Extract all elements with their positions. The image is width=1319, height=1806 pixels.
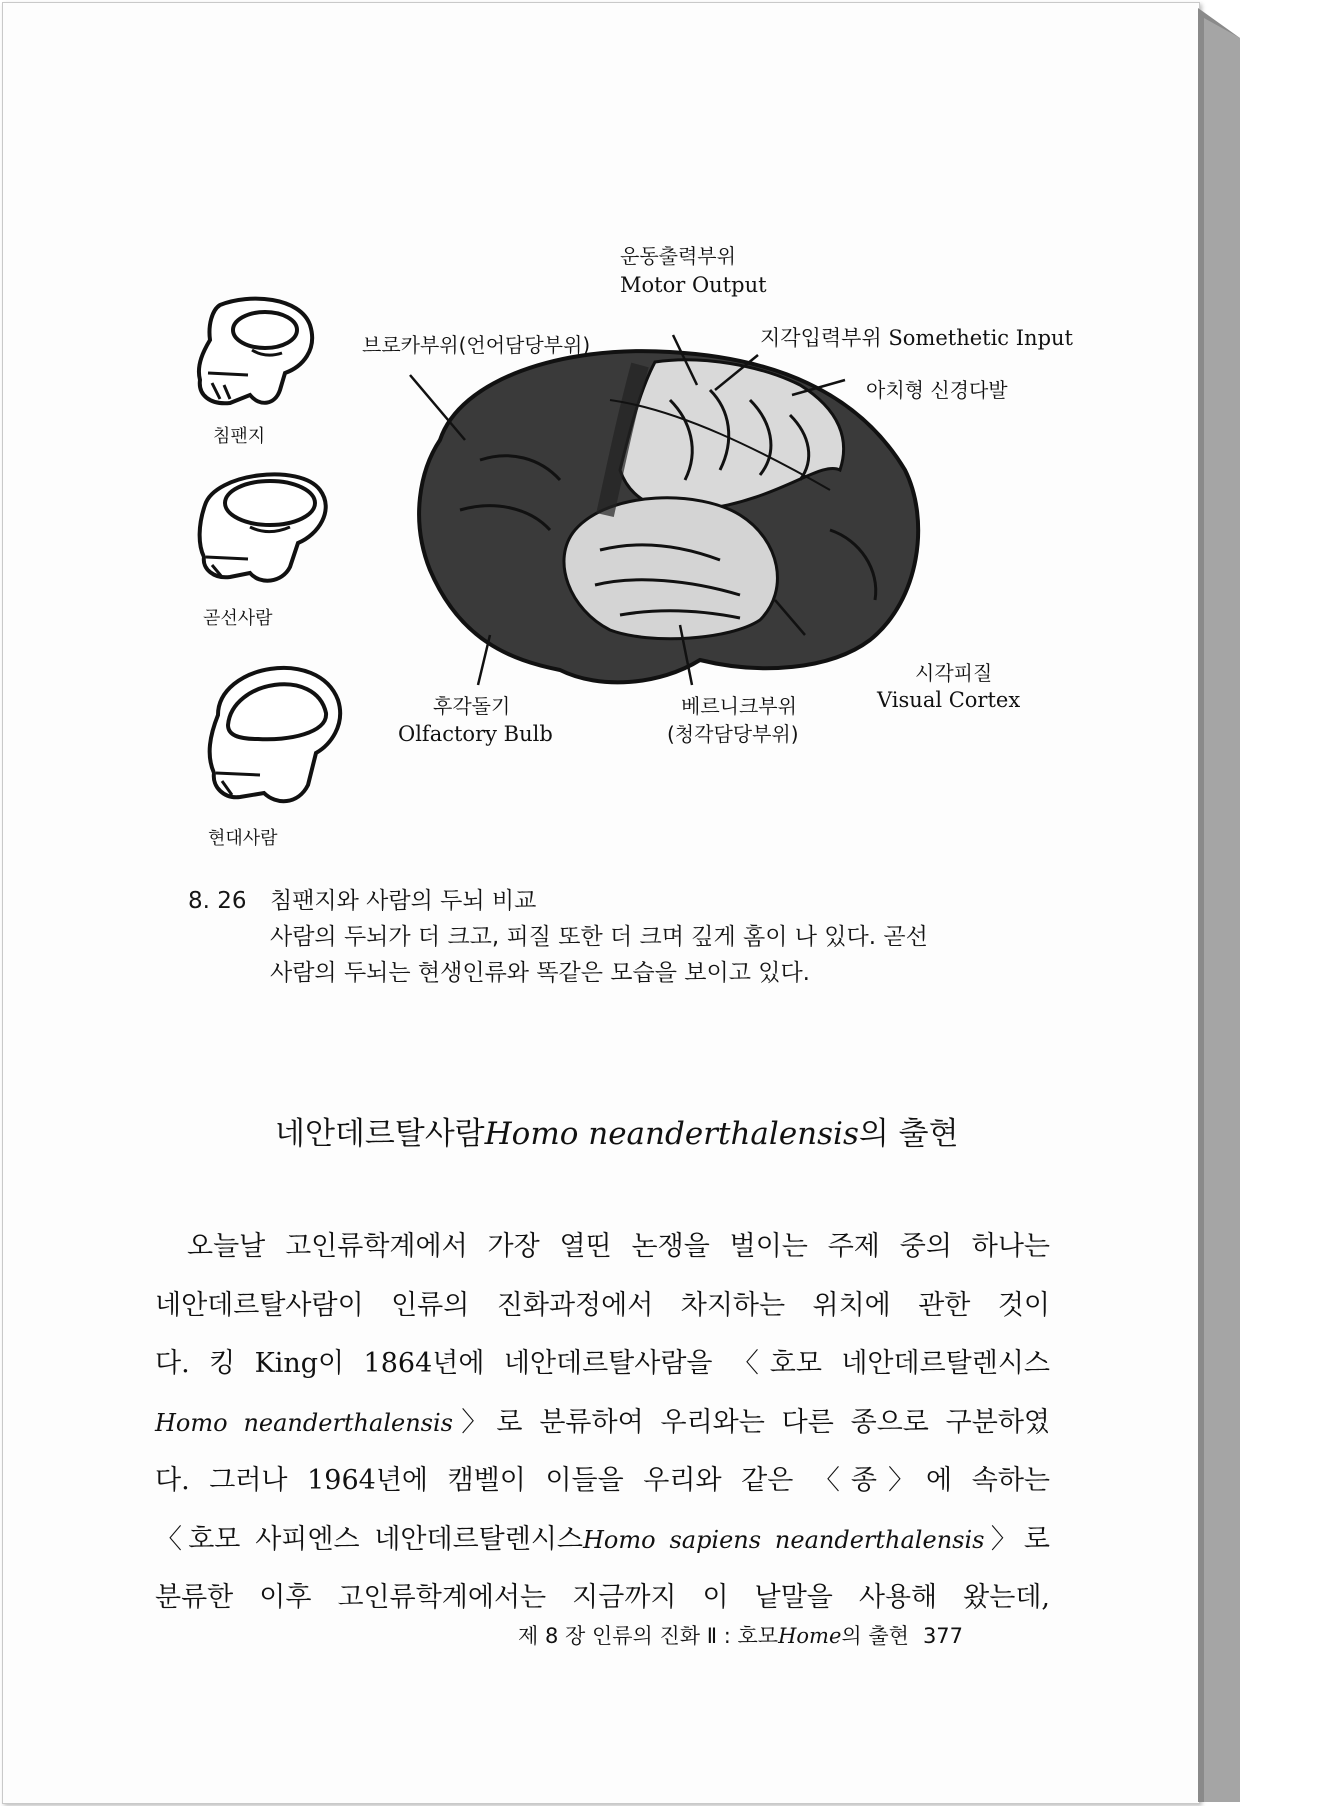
- body-line: 분류한 이후 고인류학계에서는 지금까지 이 낱말을 사용해 왔는데,: [155, 1582, 1050, 1613]
- motor-output-label-ko: 운동출력부위: [620, 244, 736, 268]
- visual-cortex-label-ko: 시각피질: [915, 661, 993, 685]
- running-footer: [518, 1620, 963, 1650]
- page-edge-stack: [1198, 8, 1248, 1802]
- homo-erectus-skull-drawing: [190, 465, 335, 595]
- figure-caption: [188, 883, 928, 991]
- body-latin-term: Homo sapiens neanderthalensis: [583, 1525, 985, 1554]
- olfactory-bulb-label-ko: 후각돌기: [433, 694, 511, 718]
- somesthetic-input-label: 지각입력부위 Somethetic Input: [760, 326, 1073, 350]
- skull-label-chimpanzee: 침팬지: [213, 426, 266, 447]
- body-line: 오늘날 고인류학계에서 가장 열띤 논쟁을 벌이는 주제 중의 하나는: [187, 1231, 1050, 1262]
- page-number: 377: [922, 1624, 964, 1648]
- section-title-latin: Homo neanderthalensis: [484, 1116, 859, 1152]
- motor-output-label-en: Motor Output: [620, 273, 767, 297]
- broca-area-label: 브로카부위(언어담당부위): [362, 333, 591, 357]
- wernicke-area-sublabel: (청각담당부위): [667, 722, 799, 746]
- visual-cortex-label-en: Visual Cortex: [877, 688, 1021, 712]
- caption-line-2: 사람의 두뇌는 현생인류와 똑같은 모습을 보이고 있다.: [270, 960, 810, 986]
- body-line-rest: 〉로 분류하여 우리와는 다른 종으로 구분하였: [452, 1406, 1050, 1438]
- figure-number: 8. 26: [188, 888, 247, 914]
- section-title: [275, 1108, 959, 1153]
- body-paragraph: [155, 1218, 1050, 1628]
- body-line-end: 〉로: [984, 1523, 1051, 1555]
- body-line: 다. 킹 King이 1864년에 네안데르탈사람을 〈호모 네안데르탈렌시스: [155, 1348, 1050, 1379]
- footer-chapter-suffix: 의 출현: [841, 1624, 909, 1648]
- arcuate-fasciculus-label: 아치형 신경다발: [866, 378, 1008, 402]
- skull-label-modern-human: 현대사람: [208, 828, 278, 849]
- caption-line-1: 사람의 두뇌가 더 크고, 피질 또한 더 크며 깊게 홈이 나 있다. 곧선: [270, 924, 928, 950]
- chimpanzee-skull-drawing: [190, 295, 330, 425]
- caption-title: 침팬지와 사람의 두뇌 비교: [270, 888, 537, 914]
- body-line: 네안데르탈사람이 인류의 진화과정에서 차지하는 위치에 관한 것이: [155, 1289, 1050, 1321]
- modern-human-skull-drawing: [198, 655, 348, 815]
- section-title-suffix: 의 출현: [858, 1116, 959, 1152]
- body-line: 다. 그러나 1964년에 캠벨이 이들을 우리와 같은 〈종〉에 속하는: [155, 1465, 1050, 1496]
- footer-chapter: 제 8 장 인류의 진화 Ⅱ : 호모: [518, 1624, 779, 1648]
- section-title-ko: 네안데르탈사람: [275, 1116, 485, 1152]
- footer-chapter-latin: Home: [778, 1624, 842, 1648]
- wernicke-area-label: 베르니크부위: [681, 694, 797, 718]
- body-line-start: 〈호모 사피엔스 네안데르탈렌시스: [155, 1523, 583, 1555]
- body-line: [155, 1394, 1050, 1453]
- skull-label-homo-erectus: 곧선사람: [203, 608, 273, 629]
- body-latin-term: Homo neanderthalensis: [155, 1408, 453, 1437]
- olfactory-bulb-label-en: Olfactory Bulb: [398, 722, 553, 746]
- body-line: [155, 1511, 1050, 1570]
